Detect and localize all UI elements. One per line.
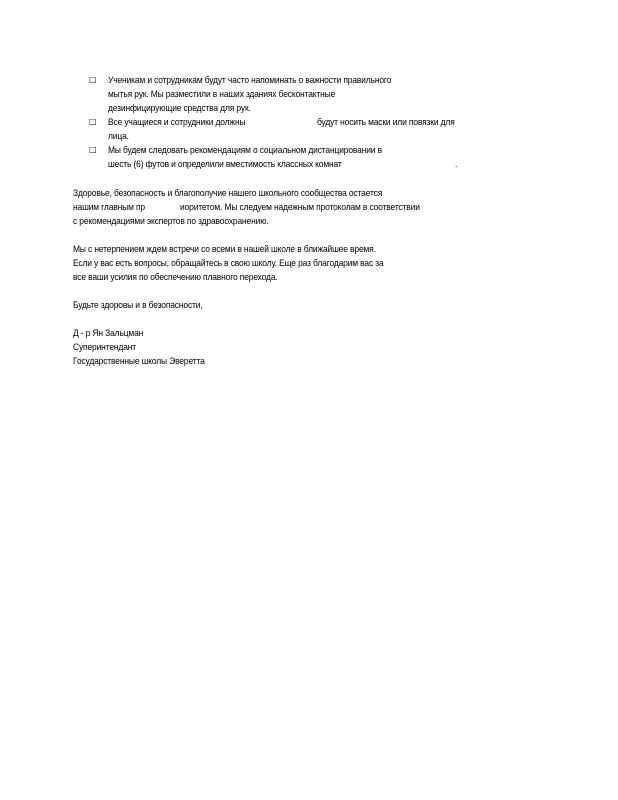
bullet-marker-icon: □	[89, 75, 97, 84]
bullet-1-line-2: мытья рук. Мы разместили в наших зданиях бесконтактные	[108, 88, 336, 99]
paragraph-2-line-1: Мы с нетерпением ждем встречи со всеми в нашей школе в ближайшее время.	[73, 243, 376, 254]
bullet-marker-icon: □	[89, 117, 97, 126]
bullet-1-line-3: дезинфицирующие средства для рук.	[108, 102, 251, 113]
bullet-marker-icon: □	[89, 145, 97, 154]
closing-line: Будьте здоровы и в безопасности,	[73, 299, 203, 310]
paragraph-1-line-2a: нашим главным пр	[73, 201, 145, 212]
paragraph-1-line-1: Здоровье, безопасность и благополучие нашего школьного сообщества остается	[73, 187, 383, 198]
signature-organization: Государственные школы Эверетта	[73, 355, 205, 366]
bullet-2-line-1a: Все учащиеся и сотрудники должны	[108, 116, 246, 127]
bullet-3-line-2-period: .	[455, 158, 458, 169]
paragraph-2-line-3: все ваши усилия по обеспечению плавного перехода.	[73, 271, 278, 282]
bullet-2-line-1b: будут носить маски или повязки для	[317, 116, 455, 127]
bullet-3-line-2: шесть (6) футов и определили вместимость классных комнат	[108, 158, 342, 169]
bullet-1-line-1: Ученикам и сотрудникам будут часто напоминать о важности правильного	[108, 74, 392, 85]
paragraph-2-line-2: Если у вас есть вопросы, обращайтесь в свою школу. Еще раз благодарим вас за	[73, 257, 384, 268]
paragraph-1-line-2b: иоритетом. Мы следуем надежным протоколам в соответствии	[180, 201, 420, 212]
bullet-3-line-1: Мы будем следовать рекомендациям о социальном дистанцировании в	[108, 144, 382, 155]
paragraph-1-line-3: с рекомендациями экспертов по здравоохранению.	[73, 215, 269, 226]
signature-title: Суперинтендант	[73, 341, 137, 352]
signature-name: Д - р Ян Зальцман	[73, 327, 144, 338]
bullet-2-line-2: лица.	[108, 130, 129, 141]
